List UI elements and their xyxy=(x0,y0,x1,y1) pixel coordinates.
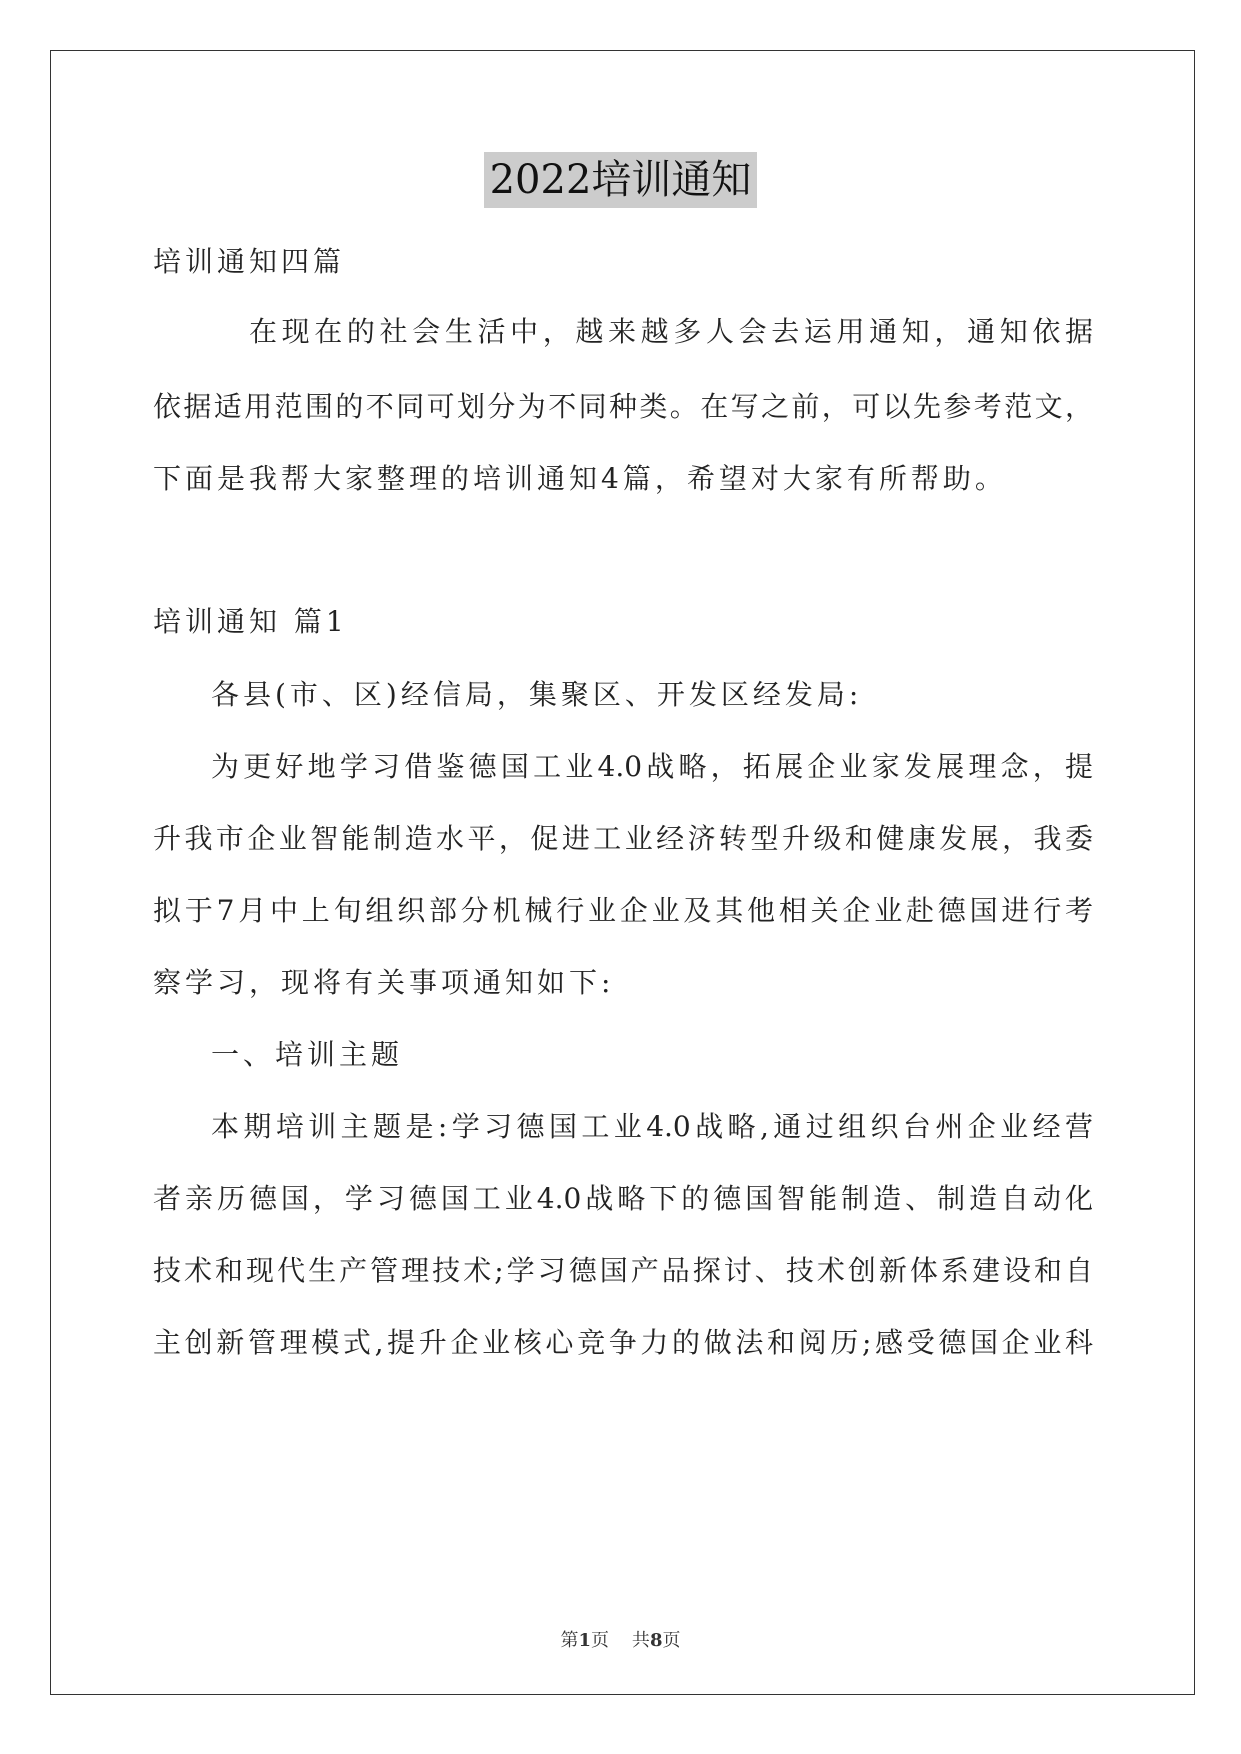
para2-line-4: 主创新管理模式,提升企业核心竞争力的做法和阅历;感受德国企业科 xyxy=(153,1326,1093,1359)
footer-prefix: 第 xyxy=(560,1630,579,1651)
para2-line-2: 者亲历德国，学习德国工业4.0战略下的德国智能制造、制造自动化 xyxy=(153,1182,1093,1215)
footer-middle: 页 共 xyxy=(591,1630,650,1651)
para1-line-4: 察学习，现将有关事项通知如下: xyxy=(153,966,615,999)
page-footer xyxy=(0,1630,1241,1652)
subtitle: 培训通知四篇 xyxy=(153,245,346,278)
intro-line-2: 依据适用范围的不同可划分为不同种类。在写之前，可以先参考范文， xyxy=(153,390,1093,423)
para1-line-3: 拟于7月中上旬组织部分机械行业企业及其他相关企业赴德国进行考 xyxy=(153,894,1093,927)
document-title-wrap xyxy=(0,152,1241,208)
document-title: 2022培训通知 xyxy=(484,152,758,208)
item1-heading: 一、培训主题 xyxy=(211,1038,404,1071)
intro-line-1: 在现在的社会生活中，越来越多人会去运用通知，通知依据 xyxy=(249,315,1093,348)
para1-line-1: 为更好地学习借鉴德国工业4.0战略，拓展企业家发展理念，提 xyxy=(211,750,1093,783)
intro-line-3: 下面是我帮大家整理的培训通知4篇，希望对大家有所帮助。 xyxy=(153,462,1007,495)
addressee: 各县(市、区)经信局，集聚区、开发区经发局: xyxy=(211,678,863,711)
para2-line-3: 技术和现代生产管理技术;学习德国产品探讨、技术创新体系建设和自 xyxy=(153,1254,1093,1287)
page-border xyxy=(50,50,1195,1695)
footer-total-pages: 8 xyxy=(649,1630,663,1651)
footer-suffix: 页 xyxy=(662,1630,681,1651)
section-heading: 培训通知 篇1 xyxy=(153,605,348,638)
para1-line-2: 升我市企业智能制造水平，促进工业经济转型升级和健康发展，我委 xyxy=(153,822,1093,855)
footer-page-number: 1 xyxy=(578,1630,592,1651)
para2-line-1: 本期培训主题是:学习德国工业4.0战略,通过组织台州企业经营 xyxy=(211,1110,1093,1143)
